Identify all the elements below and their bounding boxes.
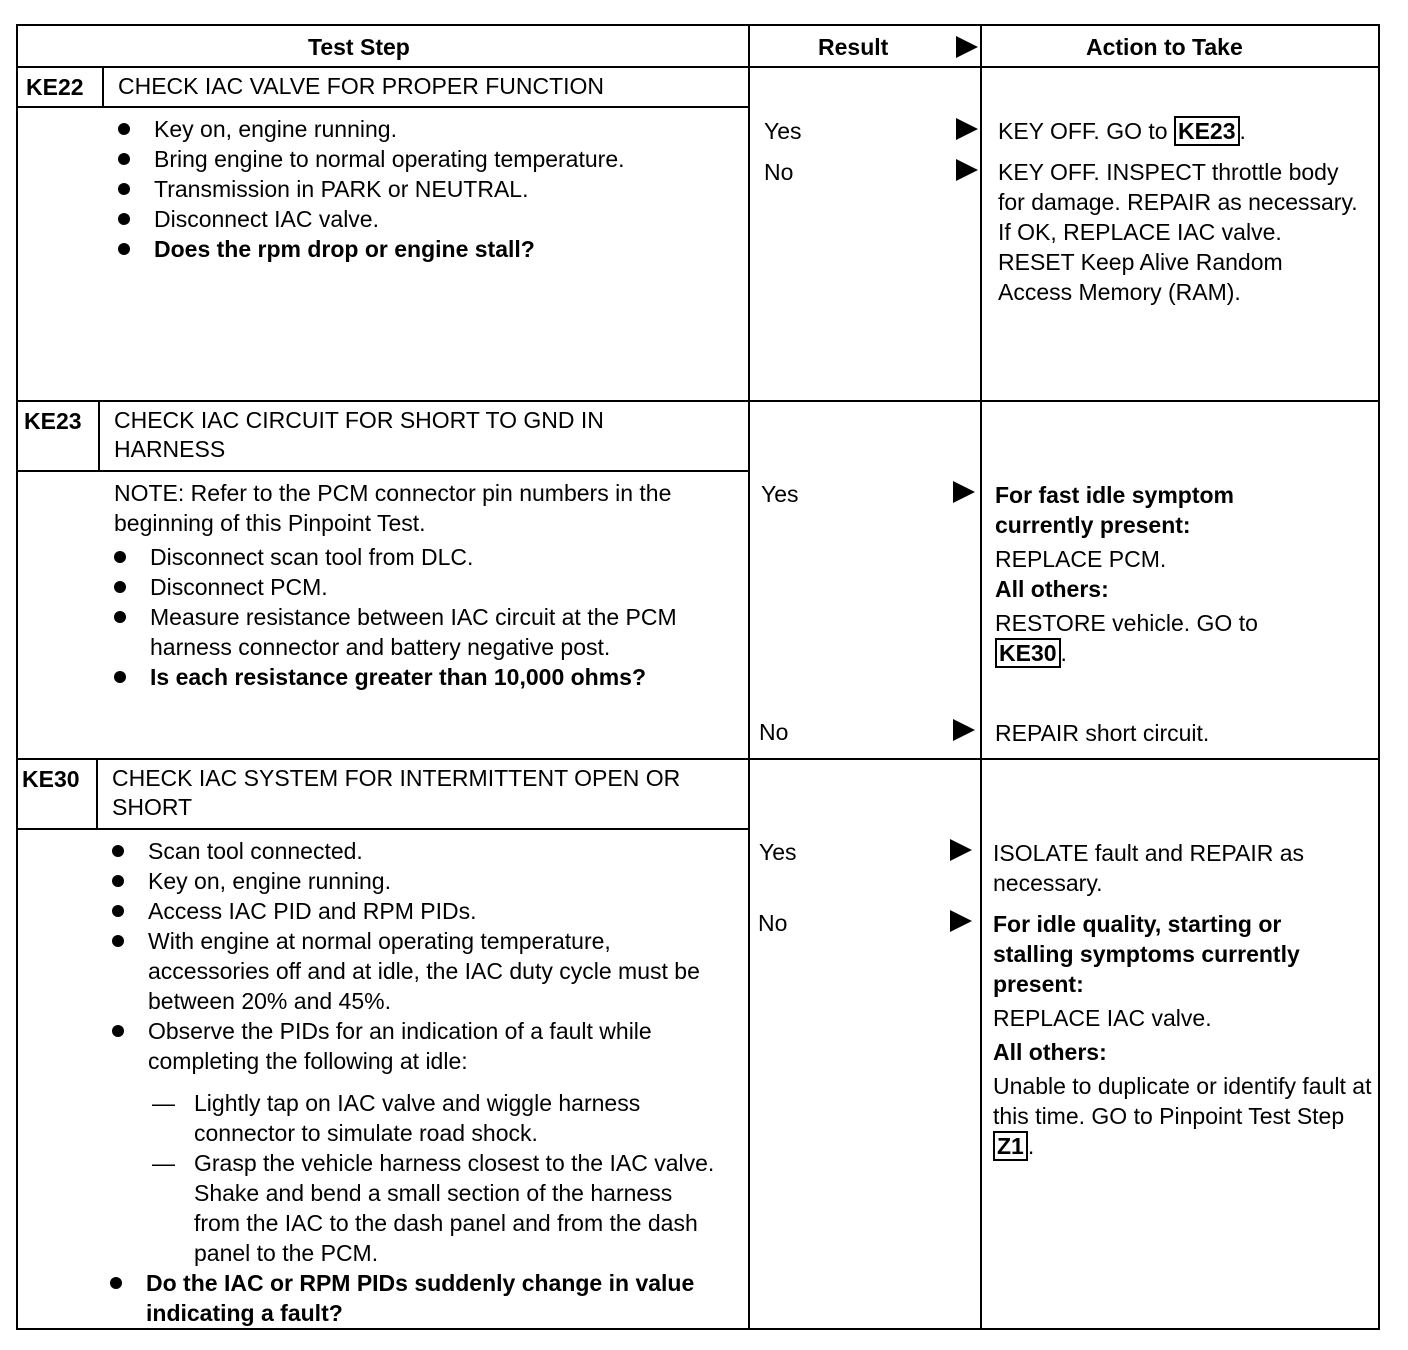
action-heading: All others: [995, 576, 1109, 602]
column-divider [748, 26, 750, 1328]
result-arrow-icon [950, 910, 972, 932]
action-text: REPLACE PCM. [995, 546, 1167, 572]
step-item: Bring engine to normal operating temperature. [114, 144, 744, 174]
step-list-ke22 [114, 114, 744, 264]
substep-list-ke30 [152, 1088, 722, 1268]
bullet-icon [114, 671, 126, 683]
result-arrow-icon [953, 481, 975, 503]
result-arrow-icon [956, 118, 978, 140]
bullet-icon [118, 213, 130, 225]
step-item: Access IAC PID and RPM PIDs. [108, 896, 738, 926]
dash-icon: — [152, 1090, 175, 1116]
step-title-ke22: CHECK IAC VALVE FOR PROPER FUNCTION [118, 73, 605, 99]
step-item: Disconnect scan tool from DLC. [110, 542, 740, 572]
bullet-icon [118, 153, 130, 165]
action-yes-ke23 [995, 480, 1365, 668]
action-no-ke22: KEY OFF. INSPECT throttle body for damage. REPAIR as necessary. If OK, REPLACE IAC valve. RESET Keep Alive Random Access Memory (RAM). [998, 159, 1358, 305]
bullet-icon [114, 611, 126, 623]
step-list-ke30 [108, 836, 738, 1076]
bullet-icon [110, 1277, 122, 1289]
title-divider [18, 470, 748, 472]
header-divider [18, 66, 1380, 68]
test-step-table [16, 24, 1380, 1330]
column-divider [980, 26, 982, 1328]
action-yes-ke30: ISOLATE fault and REPAIR as necessary. [993, 840, 1305, 896]
action-yes-ke22: KEY OFF. GO to KE23 . [998, 118, 1246, 144]
result-arrow-icon [956, 159, 978, 181]
step-question: Is each resistance greater than 10,000 ohms? [110, 662, 670, 692]
result-arrow-icon [956, 36, 978, 58]
action-no-ke23: REPAIR short circuit. [995, 720, 1210, 746]
step-item: Key on, engine running. [108, 866, 738, 896]
header-test-step: Test Step [308, 34, 410, 60]
action-text: REPLACE IAC valve. [993, 1005, 1212, 1031]
bullet-icon [114, 581, 126, 593]
action-heading: All others: [993, 1039, 1107, 1065]
title-divider [18, 828, 748, 830]
header-result: Result [818, 34, 889, 60]
action-text: RESTORE vehicle. GO to KE30 . [995, 610, 1258, 666]
substep-item: — Grasp the vehicle harness closest to the IAC valve. Shake and bend a small section of the harness from the IAC to the dash panel and from the dash panel to the PCM. [152, 1150, 715, 1266]
step-title-ke23: CHECK IAC CIRCUIT FOR SHORT TO GND IN HARNESS [114, 407, 604, 462]
bullet-icon [112, 875, 124, 887]
action-heading: For fast idle symptom currently present: [995, 482, 1234, 538]
action-text: Unable to duplicate or identify fault at this time. GO to Pinpoint Test Step Z1 . [993, 1073, 1372, 1159]
code-divider [98, 400, 100, 470]
code-divider [96, 758, 98, 828]
action-heading: For idle quality, starting or stalling symptoms currently present: [993, 911, 1300, 997]
code-divider [102, 66, 104, 106]
bullet-icon [112, 1025, 124, 1037]
step-question: Do the IAC or RPM PIDs suddenly change in value indicating a fault? [106, 1268, 726, 1328]
result-arrow-icon [953, 719, 975, 741]
result-yes: Yes [759, 839, 797, 865]
step-item: Disconnect PCM. [110, 572, 740, 602]
step-item: Scan tool connected. [108, 836, 738, 866]
bullet-icon [112, 905, 124, 917]
bullet-icon [114, 551, 126, 563]
step-ref-z1: Z1 [993, 1131, 1028, 1161]
result-no: No [758, 910, 788, 936]
title-divider [18, 106, 748, 108]
bullet-icon [118, 243, 130, 255]
row-divider [18, 400, 1380, 402]
step-code-ke23: KE23 [24, 408, 82, 434]
step-item: Measure resistance between IAC circuit at the PCM harness connector and battery negative post. [110, 602, 740, 662]
substep-item: — Lightly tap on IAC valve and wiggle harness connector to simulate road shock. [152, 1090, 641, 1146]
header-action: Action to Take [1086, 34, 1243, 60]
result-no: No [759, 719, 789, 745]
step-item: Key on, engine running. [114, 114, 744, 144]
result-no: No [764, 159, 794, 185]
step-note-ke23: NOTE: Refer to the PCM connector pin numbers in the beginning of this Pinpoint Test. [114, 480, 672, 536]
action-no-ke30 [993, 909, 1373, 1161]
step-item: Disconnect IAC valve. [114, 204, 744, 234]
step-question: Does the rpm drop or engine stall? [114, 234, 744, 264]
result-yes: Yes [764, 118, 802, 144]
step-title-ke30: CHECK IAC SYSTEM FOR INTERMITTENT OPEN OR SHORT [112, 765, 681, 820]
step-code-ke22: KE22 [26, 74, 84, 100]
step-item: With engine at normal operating temperature, accessories off and at idle, the IAC duty cycle must be between 20% and 45%. [108, 926, 708, 1016]
result-yes: Yes [761, 481, 799, 507]
result-arrow-icon [950, 839, 972, 861]
bullet-icon [118, 183, 130, 195]
bullet-icon [118, 123, 130, 135]
step-ref-ke30: KE30 [995, 638, 1061, 668]
step-code-ke30: KE30 [22, 766, 80, 792]
step-question-ke30 [106, 1268, 726, 1328]
step-item: Transmission in PARK or NEUTRAL. [114, 174, 744, 204]
step-ref-ke23: KE23 [1174, 116, 1240, 146]
bullet-icon [112, 845, 124, 857]
row-divider [18, 758, 1380, 760]
step-list-ke23 [110, 542, 740, 692]
step-item: Observe the PIDs for an indication of a fault while completing the following at idle: [108, 1016, 708, 1076]
dash-icon: — [152, 1150, 175, 1176]
bullet-icon [112, 935, 124, 947]
